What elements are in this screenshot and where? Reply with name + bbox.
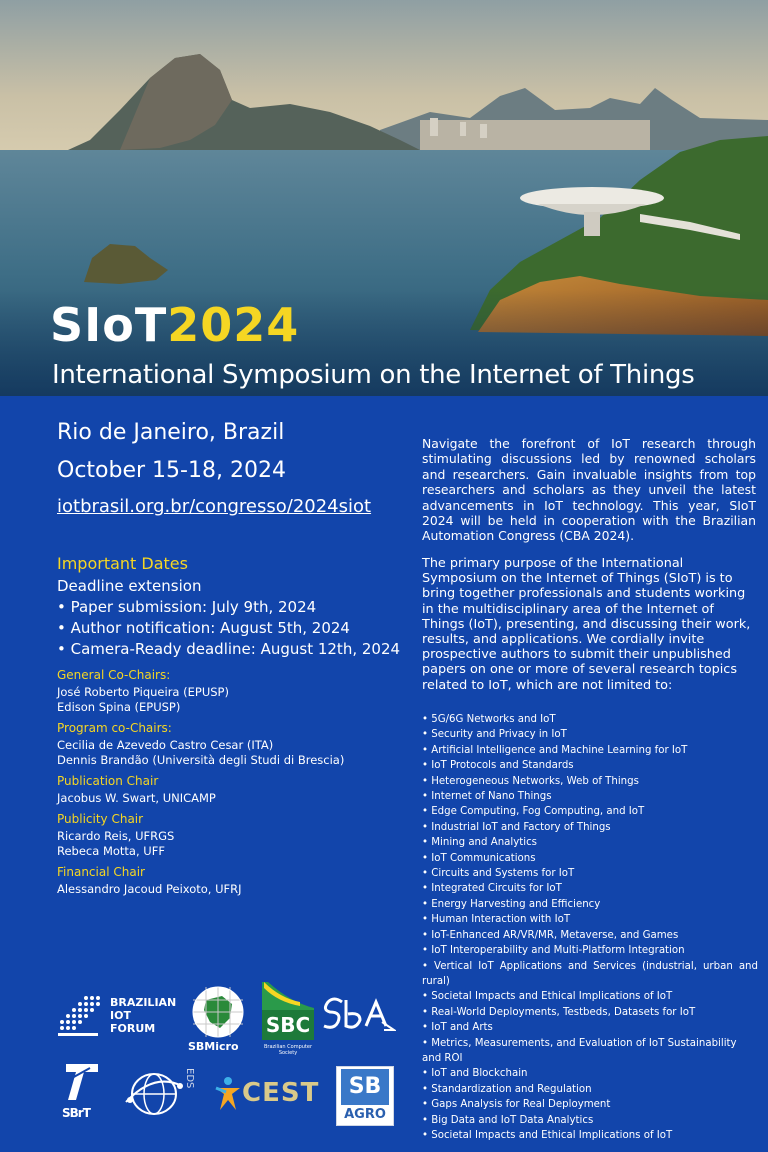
hero-banner: [0, 0, 768, 396]
important-date-item: Deadline extension: [57, 577, 202, 595]
sbc-label: SBC: [265, 1013, 311, 1037]
topic-item: • IoT Communications: [422, 852, 536, 864]
iot-forum-line: IOT: [110, 1009, 131, 1022]
topic-item: • Heterogeneous Networks, Web of Things: [422, 775, 639, 787]
important-date-item: • Paper submission: July 9th, 2024: [57, 598, 317, 616]
topic-item: • Energy Harvesting and Efficiency: [422, 898, 601, 910]
chair-name: Edison Spina (EPUSP): [57, 700, 181, 714]
chair-name: Alessandro Jacoud Peixoto, UFRJ: [57, 882, 242, 896]
cest-logo: [214, 1076, 324, 1116]
chair-title: Publication Chair: [57, 774, 159, 788]
topic-item: • Security and Privacy in IoT: [422, 729, 567, 741]
topic-item: • Gaps Analysis for Real Deployment: [422, 1099, 611, 1111]
topic-item: • IoT and Blockchain: [422, 1068, 528, 1080]
event-brand: [50, 298, 300, 352]
topics-list: [422, 712, 758, 1143]
important-dates-list: [57, 576, 400, 660]
sba-logo: [320, 996, 396, 1036]
iot-forum-line: FORUM: [110, 1022, 156, 1035]
topic-item: • IoT-Enhanced AR/VR/MR, Metaverse, and Games: [422, 929, 679, 941]
content-panel: [0, 396, 768, 1152]
iot-forum-line: BRAZILIAN: [110, 996, 177, 1009]
chair-name: José Roberto Piqueira (EPUSP): [57, 685, 229, 699]
topic-item: • Societal Impacts and Ethical Implications of IoT: [422, 1129, 673, 1141]
topic-item: • Vertical IoT Applications and Services (industrial, urban and rural): [422, 960, 758, 987]
topic-item: • 5G/6G Networks and IoT: [422, 714, 556, 725]
chair-name: Dennis Brandão (Università degli Studi di Brescia): [57, 753, 345, 767]
financial-chair: [57, 865, 407, 897]
sbmicro-label: SBMicro: [188, 1040, 239, 1053]
sbrt-logo: [62, 1060, 102, 1122]
topic-item: • Human Interaction with IoT: [422, 914, 571, 926]
sbagro-label: AGRO: [344, 1107, 386, 1122]
event-subtitle: International Symposium on the Internet of Things: [52, 360, 695, 390]
event-location: Rio de Janeiro, Brazil: [57, 420, 285, 445]
sbagro-logo: [336, 1066, 394, 1126]
sbrt-mark-icon: [62, 1060, 102, 1104]
important-date-item: • Camera-Ready deadline: August 12th, 2024: [57, 640, 401, 658]
chair-name: Jacobus W. Swart, UNICAMP: [57, 791, 216, 805]
brand-main: SIoT: [50, 298, 168, 352]
sbmicro-globe-icon: [192, 986, 244, 1038]
important-dates-title: Important Dates: [57, 554, 188, 573]
brazilian-iot-forum-logo: [56, 992, 181, 1042]
sbagro-mark: SB: [341, 1069, 389, 1105]
topic-item: • IoT Protocols and Standards: [422, 760, 574, 772]
cest-figure-icon: [214, 1076, 242, 1112]
sponsor-logos: [56, 982, 396, 1132]
topic-item: • Artificial Intelligence and Machine Learning for IoT: [422, 744, 688, 756]
event-url-link[interactable]: iotbrasil.org.br/congresso/2024siot: [57, 496, 372, 517]
committee-list: [57, 668, 407, 903]
topic-item: • Mining and Analytics: [422, 837, 537, 849]
chair-title: General Co-Chairs:: [57, 668, 171, 682]
topic-item: • Industrial IoT and Factory of Things: [422, 821, 611, 833]
sbc-caption: Brazilian Computer Society: [263, 1044, 313, 1056]
chair-name: Cecilia de Azevedo Castro Cesar (ITA): [57, 738, 274, 752]
topic-item: • IoT Interoperability and Multi-Platform Integration: [422, 945, 685, 957]
topic-item: • Metrics, Measurements, and Evaluation of IoT Sustainability and ROI: [422, 1037, 737, 1064]
event-dates: October 15-18, 2024: [57, 458, 286, 483]
iot-forum-mark-icon: [56, 992, 104, 1040]
topic-item: • Standardization and Regulation: [422, 1083, 592, 1095]
purpose-paragraph: The primary purpose of the International Symposium on the Internet of Things (SIoT) is to bring together professionals and students working in the multidisciplinary area of the Internet of Things (IoT), presenting, and discussing their work, results, and applications. We cordially invite prospective authors to submit their unpublished papers on one or more of several research topics related to IoT, which are not limited to:: [422, 556, 751, 693]
sbc-logo: [260, 982, 316, 1062]
eds-label: EDS: [184, 1068, 195, 1089]
topic-item: • Big Data and IoT Data Analytics: [422, 1114, 594, 1126]
topic-item: • Real-World Deployments, Testbeds, Datasets for IoT: [422, 1006, 696, 1018]
eds-logo: [124, 1068, 200, 1118]
chair-title: Publicity Chair: [57, 812, 144, 826]
sbmicro-logo: [188, 986, 248, 1056]
intro-paragraph: Navigate the forefront of IoT research through stimulating discussions led by renowned scholars and researchers. Gain invaluable insights from top researchers and scholars as they unveil the latest advancements in IoT technology. This year, SIoT 2024 will be held in cooperation with the Brazilian Automation Congress (CBA 2024).: [422, 436, 756, 544]
topic-item: • Internet of Nano Things: [422, 791, 552, 803]
publicity-chair: [57, 812, 407, 859]
topic-item: • Edge Computing, Fog Computing, and IoT: [422, 806, 645, 818]
important-date-item: • Author notification: August 5th, 2024: [57, 619, 350, 637]
program-co-chairs: [57, 721, 407, 768]
topic-item: • Societal Impacts and Ethical Implications of IoT: [422, 991, 673, 1003]
topic-item: • Circuits and Systems for IoT: [422, 868, 575, 880]
chair-title: Financial Chair: [57, 865, 145, 879]
publication-chair: [57, 774, 407, 806]
brand-year: 2024: [167, 298, 300, 352]
general-co-chairs: [57, 668, 407, 715]
sba-mark-icon: [320, 996, 396, 1036]
topic-item: • Integrated Circuits for IoT: [422, 883, 562, 895]
chair-name: Rebeca Motta, UFF: [57, 844, 165, 858]
cest-label: CEST: [242, 1078, 320, 1108]
chair-name: Ricardo Reis, UFRGS: [57, 829, 175, 843]
topic-item: • IoT and Arts: [422, 1022, 493, 1034]
sbrt-label: SBrT: [62, 1106, 90, 1120]
chair-title: Program co-Chairs:: [57, 721, 172, 735]
